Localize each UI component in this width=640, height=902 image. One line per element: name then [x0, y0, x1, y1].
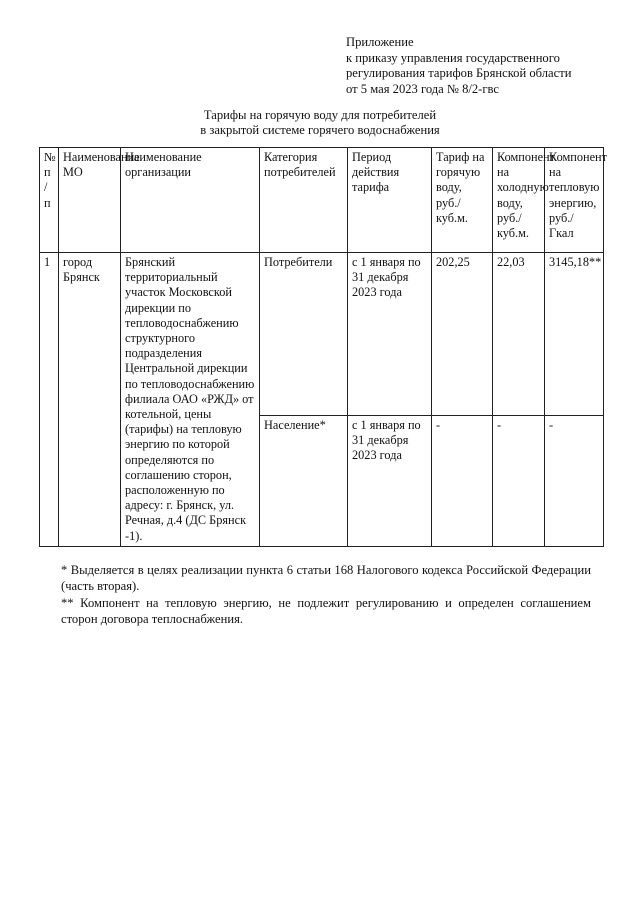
header-category: Категория потребителей	[260, 148, 348, 253]
footnote-2: ** Компонент на тепловую энергию, не подлежит регулированию и определен соглашением сторон договора теплоснабжения.	[61, 596, 591, 626]
row-tariff: -	[432, 416, 493, 547]
appendix-line-1: Приложение	[346, 35, 414, 49]
row-period: с 1 января по 31 декабря 2023 года	[348, 253, 432, 416]
row-num: 1	[40, 253, 59, 547]
header-period: Период действия тарифа	[348, 148, 432, 253]
header-cold-component: Компонент на холодную воду, руб./ куб.м.	[493, 148, 545, 253]
header-tariff: Тариф на горячую воду, руб./ куб.м.	[432, 148, 493, 253]
row-heat-component: 3145,18**	[545, 253, 604, 416]
row-mo: город Брянск	[59, 253, 121, 547]
header-organization: Наименование организации	[121, 148, 260, 253]
row-organization: Брянский территориальный участок Московской дирекции по тепловодоснабжению структурного подразделения Центральной дирекции по тепловодоснабжению филиала ОАО «РЖД» от котельной, цены (тарифы) на тепловую энергию по которой определяются по соглашению сторон, расположенную по адресу: г. Брянск, ул. Речная, д.4 (ДС Брянск -1).	[121, 253, 260, 547]
document-title	[0, 108, 640, 138]
table-row	[40, 253, 604, 416]
table-header-row	[40, 148, 604, 253]
row-heat-component: -	[545, 416, 604, 547]
appendix-header	[346, 35, 626, 97]
row-tariff: 202,25	[432, 253, 493, 416]
appendix-line-2: к приказу управления государственного	[346, 50, 560, 65]
row-cold-component: -	[493, 416, 545, 547]
title-line-1: Тарифы на горячую воду для потребителей	[203, 108, 437, 122]
appendix-line-3: регулирования тарифов Брянской области	[346, 66, 572, 80]
tariff-table	[39, 147, 608, 547]
row-cold-component: 22,03	[493, 253, 545, 416]
title-line-2: в закрытой системе горячего водоснабжения	[200, 123, 440, 137]
appendix-line-4: от 5 мая 2023 года № 8/2-гвс	[346, 81, 499, 96]
footnotes	[61, 563, 591, 629]
row-period: с 1 января по 31 декабря 2023 года	[348, 416, 432, 547]
header-mo: Наименование МО	[59, 148, 121, 253]
header-heat-component: Компонент на тепловую энергию, руб./ Гкал	[545, 148, 604, 253]
row-category: Население*	[260, 416, 348, 547]
header-num: № п / п	[40, 148, 59, 253]
row-category: Потребители	[260, 253, 348, 416]
footnote-1: * Выделяется в целях реализации пункта 6 статьи 168 Налогового кодекса Российской Федерации (часть вторая).	[61, 563, 591, 593]
